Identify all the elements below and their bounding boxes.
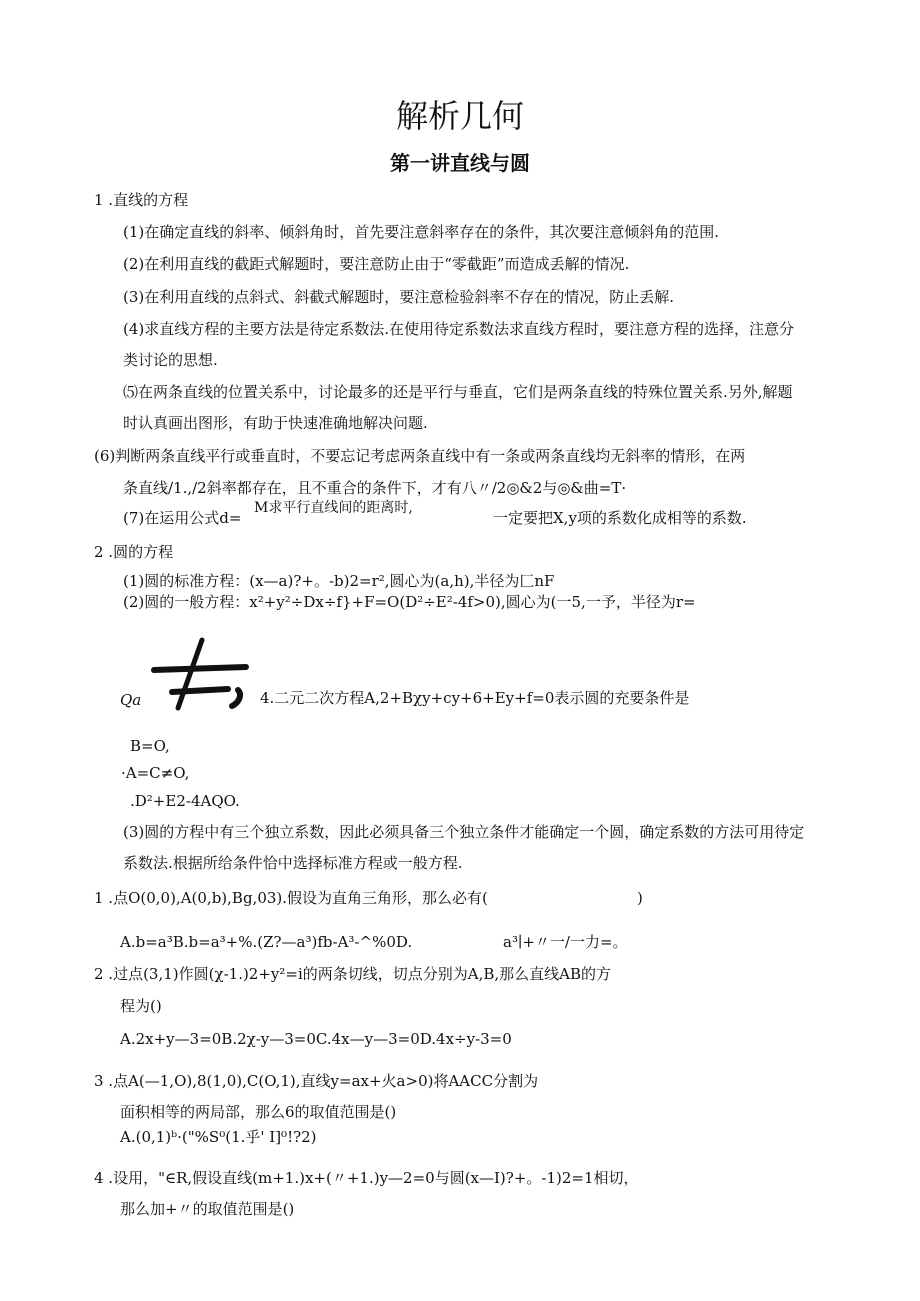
sketch-label-left: Qa — [120, 691, 142, 709]
section-1-point-5-line-2: 时认真画出图形，有助于快速准确地解决问题. — [123, 414, 428, 432]
section-1-point-7-end: 一定要把X,y项的系数化成相等的系数. — [493, 509, 747, 527]
question-2-options: A.2x+y—3=0B.2χ-y—3=0C.4x—y—3=0D.4x÷y-3=0 — [120, 1030, 512, 1048]
question-1-bracket-close: ) — [637, 889, 643, 907]
section-1-point-3: (3)在利用直线的点斜式、斜截式解题时，要注意检验斜率不存在的情况，防止丢解. — [123, 288, 675, 306]
section-2-point-2: (2)圆的一般方程：x²+y²÷Dx÷f}+F=O(D²÷E²-4f>0),圆心为(一5,一予，半径为r= — [123, 593, 696, 611]
section-2-point-3-line-1: (3)圆的方程中有三个独立系数，因此必须具备三个独立条件才能确定一个圆，确定系数的方法可用待定 — [123, 823, 805, 841]
section-2-heading: 2 .圆的方程 — [94, 543, 174, 561]
sketch-stroke-comma — [232, 690, 240, 706]
question-1-options-right: a³∣+〃一/一力=。 — [503, 933, 628, 951]
circle-condition-3: .D²+E2-4AQO. — [130, 792, 240, 810]
lecture-title: 第一讲直线与圆 — [390, 151, 530, 175]
section-1-point-6-line-1: (6)判断两条直线平行或垂直时，不要忘记考虑两条直线中有一条或两条直线均无斜率的情形，在两 — [94, 447, 746, 465]
section-2-point-3-line-2: 系数法.根据所给条件恰中选择标准方程或一般方程. — [123, 854, 463, 872]
sketch-stroke-upper — [154, 667, 246, 670]
circle-condition-1: B=O, — [130, 737, 170, 755]
section-1-point-4-line-1: (4)求直线方程的主要方法是待定系数法.在使用待定系数法求直线方程时，要注意方程的选择，注意分 — [123, 320, 795, 338]
question-4-stem-continued: 那么加+〃的取值范围是() — [120, 1200, 295, 1218]
document-title: 解析几何 — [395, 97, 524, 135]
question-4-stem: 4 .设用，"∈R,假设直线(m+1.)x+(〃+1.)y—2=0与圆(x—I)?+。-1)2=1相切， — [94, 1169, 639, 1187]
section-1-point-4-line-2: 类讨论的思想. — [123, 351, 218, 369]
section-1-point-7-start: (7)在运用公式d= — [123, 509, 242, 527]
question-3-stem: 3 .点A(—1,O),8(1,0),C(O,1),直线y=ax+火a>0)将AACC分割为 — [94, 1072, 539, 1090]
section-1-point-7-middle: M求平行直线间的距离时, — [254, 500, 413, 516]
section-1-point-1: (1)在确定直线的斜率、倾斜角时，首先要注意斜率存在的条件，其次要注意倾斜角的范围. — [123, 223, 720, 241]
circle-condition-2: ·A=C≠O, — [121, 764, 190, 782]
section-1-point-2: (2)在利用直线的截距式解题时，要注意防止由于“零截距”而造成丢解的情况. — [123, 255, 630, 273]
question-2-stem-continued: 程为() — [120, 997, 162, 1015]
section-1-point-5-line-1: ⑸在两条直线的位置关系中，讨论最多的还是平行与垂直，它们是两条直线的特殊位置关系.另外,解题 — [123, 383, 793, 401]
sketch-stroke-slash — [178, 640, 202, 708]
section-2-point-1: (1)圆的标准方程：(x—a)?+。-b)2=r²,圆心为(a,h),半径为匚nF — [123, 572, 555, 590]
sketch-stroke-lower — [172, 689, 228, 692]
question-2-stem: 2 .过点(3,1)作圆(χ-1.)2+y²=i的两条切线，切点分别为A,B,那么直线AB的方 — [94, 965, 612, 983]
question-1-stem: 1 .点O(0,0),A(0,b),Bg,03).假设为直角三角形，那么必有( — [94, 889, 488, 907]
section-1-point-6-line-2: 条直线/1.,/2斜率都存在，且不重合的条件下，才有八〃/2◎&2与◎&曲=T· — [123, 479, 627, 497]
question-3-options: A.(0,1)ᵇ·("%S⁰(1.乎' I]⁰!?2) — [120, 1128, 317, 1146]
circle-condition-statement: 4.二元二次方程A,2+Bχy+cy+6+Ey+f=0表示圆的充要条件是 — [260, 689, 690, 707]
section-1-heading: 1 .直线的方程 — [94, 191, 189, 209]
question-3-stem-continued: 面积相等的两局部，那么6的取值范围是() — [120, 1103, 397, 1121]
question-1-options: A.b=a³B.b=a³+%.(Z?—a³)fb-A³-^%0D. — [120, 933, 413, 951]
